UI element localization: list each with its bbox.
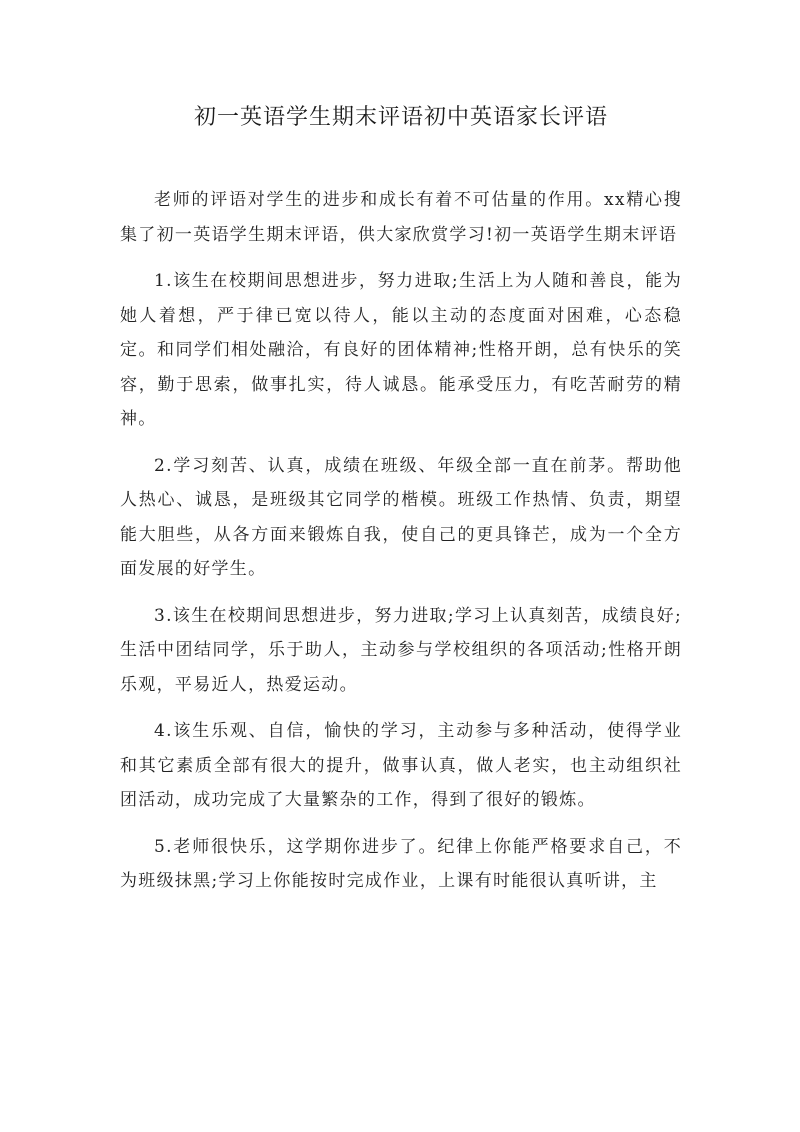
document-title: 初一英语学生期末评语初中英语家长评语 bbox=[193, 105, 608, 130]
paragraph-comment-5: 5.老师很快乐，这学期你进步了。纪律上你能严格要求自己，不为班级抹黑;学习上你能按时完成作业，上课有时能很认真听讲，主 bbox=[120, 836, 682, 891]
paragraph-comment-4: 4.该生乐观、自信，愉快的学习，主动参与多种活动，使得学业和其它素质全部有很大的提升，做事认真，做人老实，也主动组织社团活动，成功完成了大量繁杂的工作，得到了很好的锻炼。 bbox=[120, 721, 682, 810]
paragraph-comment-1: 1.该生在校期间思想进步，努力进取;生活上为人随和善良，能为她人着想，严于律已宽以待人，能以主动的态度面对困难，心态稳定。和同学们相处融洽，有良好的团体精神;性格开朗，总有快乐的笑容，勤于思索，做事扎实，待人诚恳。能承受压力，有吃苦耐劳的精神。 bbox=[120, 271, 682, 429]
paragraph-intro: 老师的评语对学生的进步和成长有着不可估量的作用。xx精心搜集了初一英语学生期末评语，供大家欣赏学习!初一英语学生期末评语 bbox=[120, 190, 682, 245]
paragraph-comment-2: 2.学习刻苦、认真，成绩在班级、年级全部一直在前茅。帮助他人热心、诚恳，是班级其它同学的楷模。班级工作热情、负责，期望能大胆些，从各方面来锻炼自我，使自己的更具锋芒，成为一个全方面发展的好学生。 bbox=[120, 455, 682, 579]
paragraph-comment-3: 3.该生在校期间思想进步，努力进取;学习上认真刻苦，成绩良好;生活中团结同学，乐于助人，主动参与学校组织的各项活动;性格开朗乐观，平易近人，热爱运动。 bbox=[120, 605, 682, 695]
document-body bbox=[120, 183, 682, 899]
